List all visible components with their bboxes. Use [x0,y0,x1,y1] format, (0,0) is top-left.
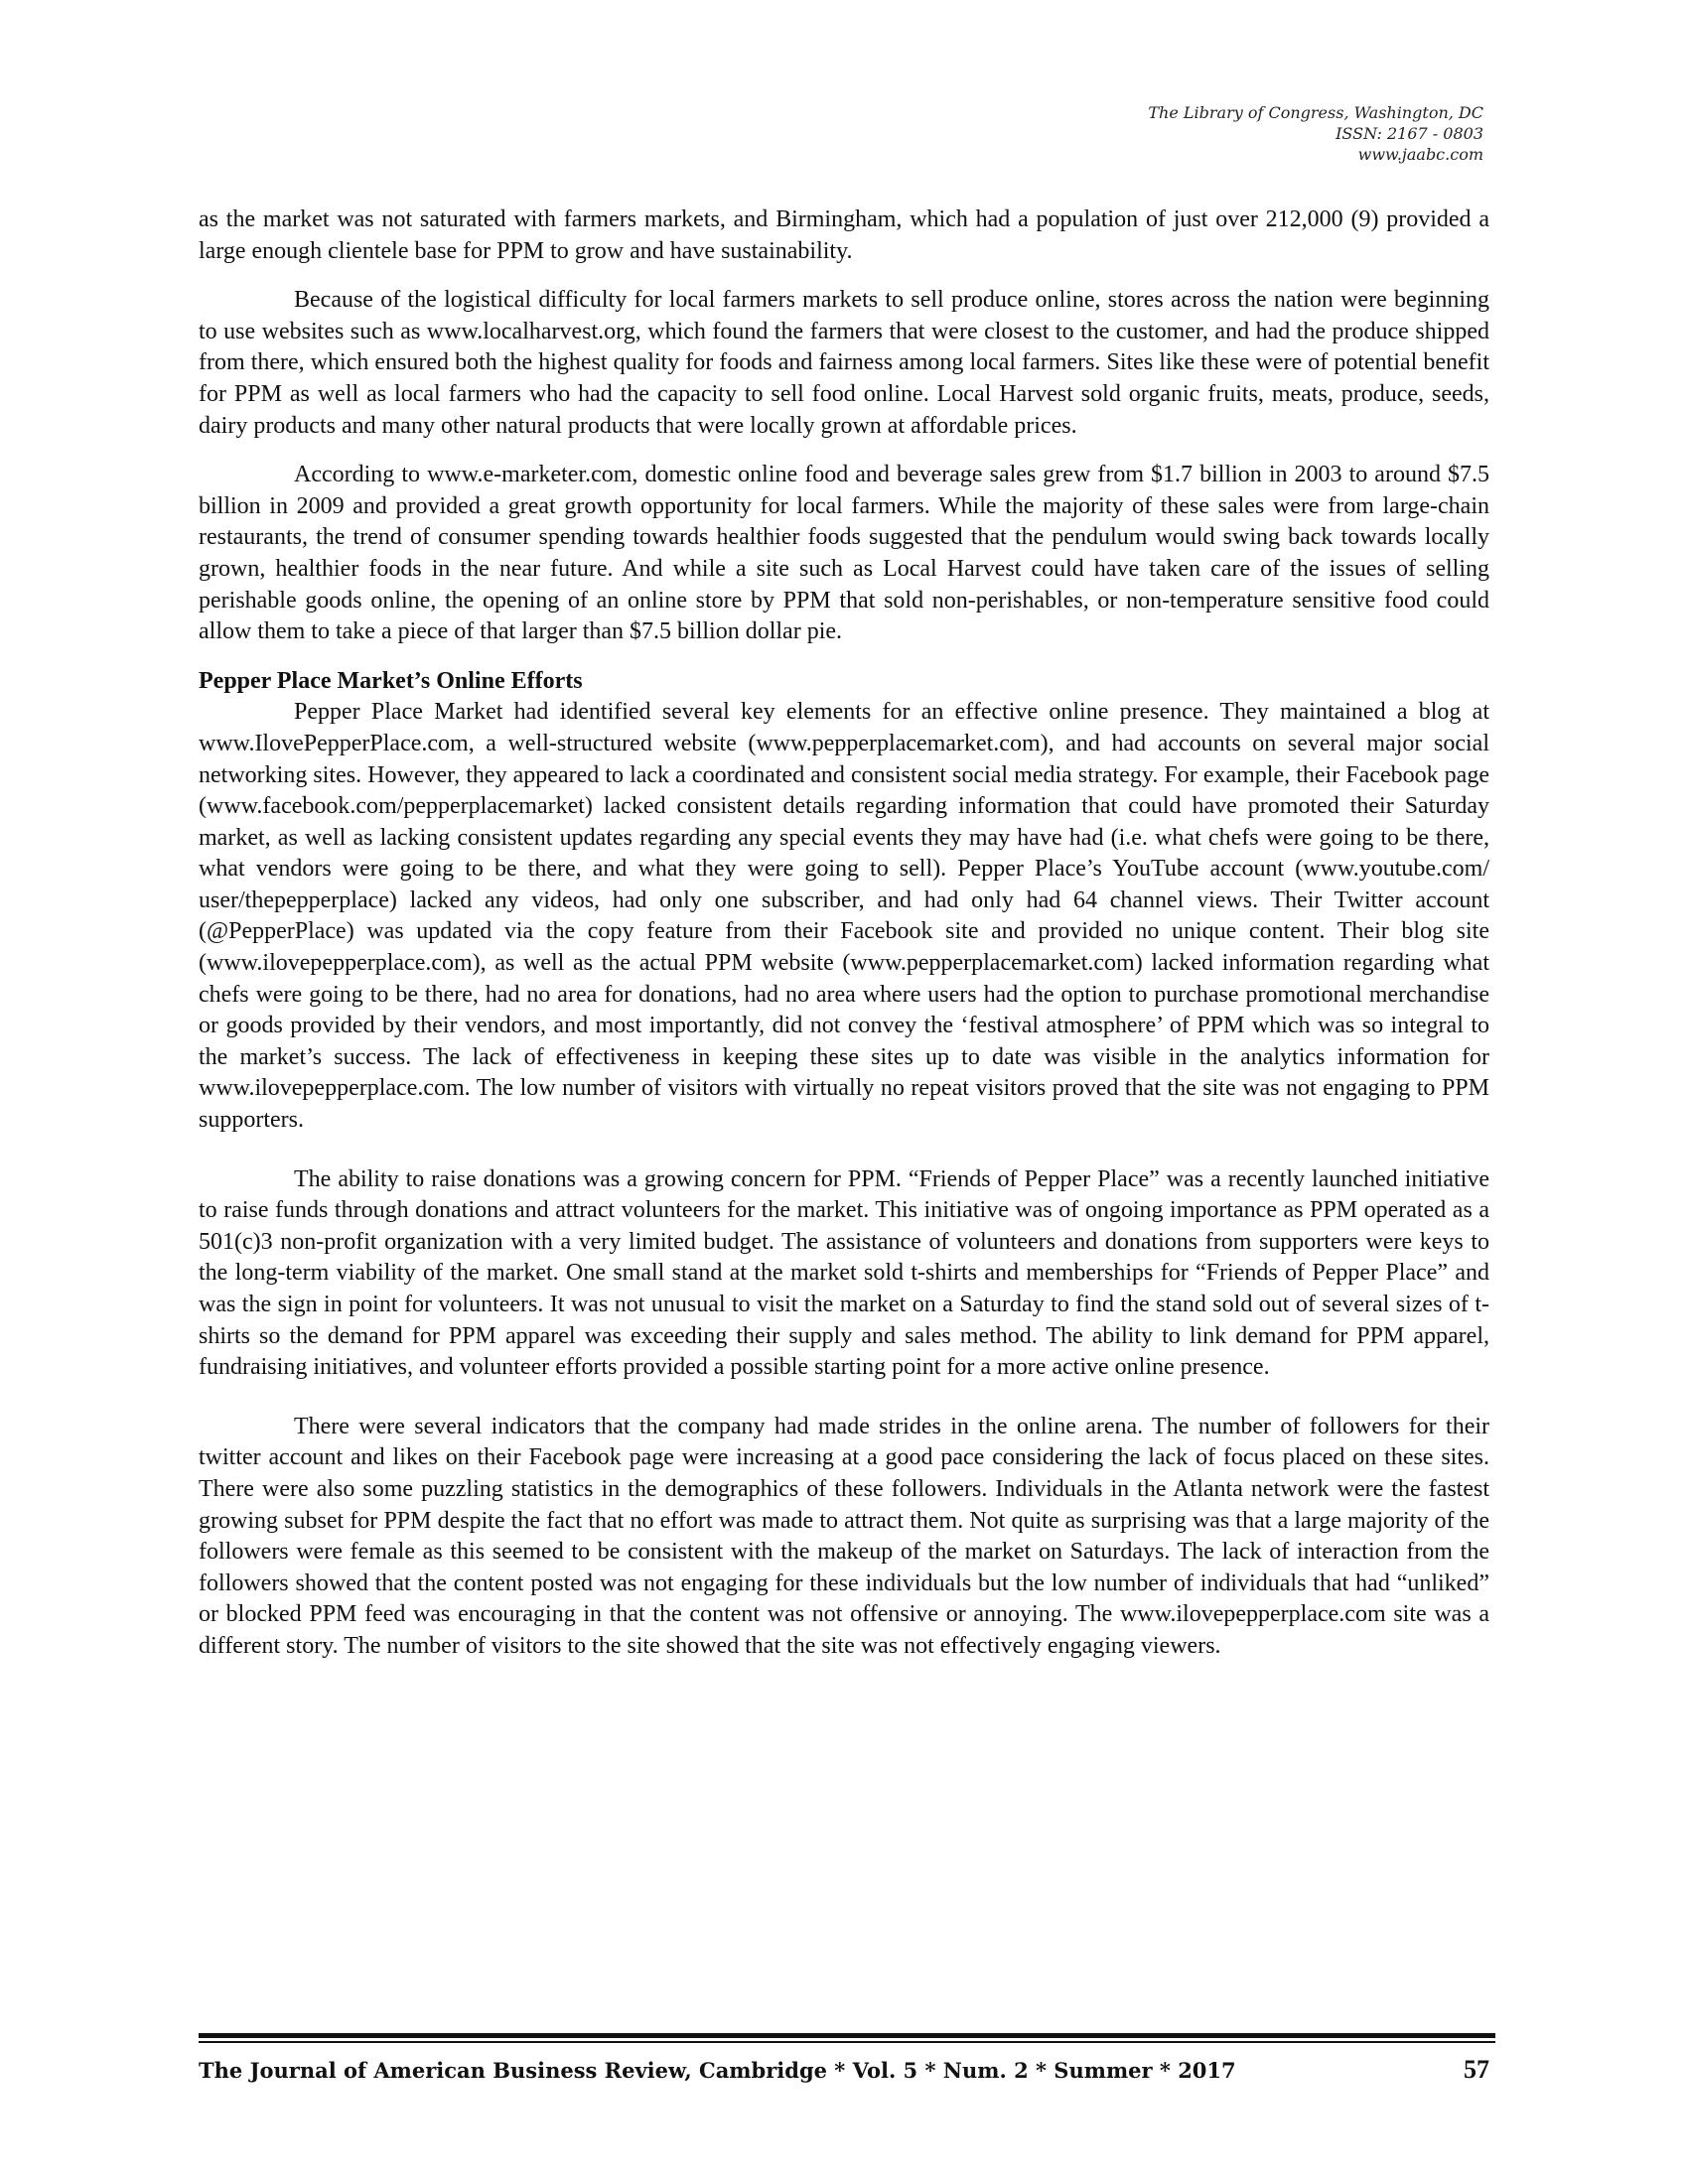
paragraph-local-harvest: Because of the logistical difficulty for local farmers markets to sell produce online, stores across the nation were beginning to use websites such as www.localharvest.org, which found the farmers that were closest to the customer, and had the produce shipped from there, which ensured both the highest quality for foods and fairness among local farmers. Sites like these were of potential benefit for PPM as well as local farmers who had the capacity to sell food online. Local Harvest sold organic fruits, meats, produce, seeds, dairy products and many other natural products that were locally grown at affordable prices. [199,287,1489,439]
header-website: www.jaabc.com [1357,145,1483,164]
header-issn: ISSN: 2167 - 0803 [1336,124,1483,143]
footer-journal-title: The Journal of American Business Review, Cambridge * Vol. 5 * Num. 2 * Summer * 2017 [199,2058,1236,2083]
footer-rule-thin [199,2041,1495,2043]
article-body [199,205,1489,1681]
paragraph-market-population: as the market was not saturated with farmers markets, and Birmingham, which had a population of just over 212,000 (9) provided a large enough clientele base for PPM to grow and have sustainability. [199,206,1489,264]
journal-header [1148,102,1483,165]
section-heading: Pepper Place Market’s Online Efforts [199,667,583,694]
header-library: The Library of Congress, Washington, DC [1148,103,1483,122]
page-number: 57 [1464,2055,1489,2084]
paragraph-online-efforts: Pepper Place Market had identified several key elements for an effective online presence. They maintained a blog at www.IlovePepperPlace.com, a well-structured website (www.pepperplacemarket.com), and had accounts on several major social networking sites. However, they appeared to lack a coordinated and consistent social media strategy. For example, their Facebook page (www.facebook.com/pepperplacemarket) lacked consistent details regarding information that could have promoted their Saturday market, as well as lacking consistent updates regarding any special events they may have had (i.e. what chefs were going to be there, what vendors were going to be there, and what they were going to sell). Pepper Place’s YouTube account (www.youtube.com/ user/thepepperplace) lacked any videos, had only one subscriber, and had only had 64 channel views. Their Twitter account (@PepperPlace) was updated via the copy feature from their Facebook site and provided no unique content. Their blog site (www.ilovepepperplace.com), as well as the actual PPM website (www.pepperplacemarket.com) lacked information regarding what chefs were going to be there, had no area for donations, had no area where users had the option to purchase promotional merchandise or goods provided by their vendors, and most importantly, did not convey the ‘festival atmosphere’ of PPM which was so integral to the market’s success. The lack of effectiveness in keeping these sites up to date was visible in the analytics information for www.ilovepepperplace.com. The low number of visitors with virtually no repeat visitors proved that the site was not engaging to PPM supporters. [199,699,1489,1134]
paragraph-online-sales: According to www.e-marketer.com, domestic online food and beverage sales grew from $1.7 billion in 2003 to around $7.5 billion in 2009 and provided a great growth opportunity for local farmers. While the majority of these sales were from large-chain restaurants, the trend of consumer spending towards healthier foods suggested that the pendulum would swing back towards locally grown, healthier foods in the near future. And while a site such as Local Harvest could have taken care of the issues of selling perishable goods online, the opening of an online store by PPM that sold non-perishables, or non-temperature sensitive food could allow them to take a piece of that larger than $7.5 billion dollar pie. [199,462,1489,645]
paragraph-indicators: There were several indicators that the company had made strides in the online arena. The number of followers for their twitter account and likes on their Facebook page were increasing at a good pace considering the lack of focus placed on these sites. There were also some puzzling statistics in the demographics of these followers. Individuals in the Atlanta network were the fastest growing subset for PPM despite the fact that no effort was made to attract them. Not quite as surprising was that a large majority of the followers were female as this seemed to be consistent with the makeup of the market on Saturdays. The lack of interaction from the followers showed that the content posted was not engaging for these individuals but the low number of individuals that had “unliked” or blocked PPM feed was encouraging in that the content was not offensive or annoying. The www.ilovepepperplace.com site was a different story. The number of visitors to the site showed that the site was not effectively engaging viewers. [199,1413,1489,1659]
paragraph-donations: The ability to raise donations was a growing concern for PPM. “Friends of Pepper Place” was a recently launched initiative to raise funds through donations and attract volunteers for the market. This initiative was of ongoing importance as PPM operated as a 501(c)3 non-profit organization with a very limited budget. The assistance of volunteers and donations from supporters were keys to the long-term viability of the market. One small stand at the market sold t-shirts and memberships for “Friends of Pepper Place” and was the sign in point for volunteers. It was not unusual to visit the market on a Saturday to find the stand sold out of several sizes of t-shirts so the demand for PPM apparel was exceeding their supply and sales method. The ability to link demand for PPM apparel, fundraising initiatives, and volunteer efforts provided a possible starting point for a more active online presence. [199,1165,1489,1381]
footer-rule [199,2033,1495,2038]
journal-footer [199,2055,1495,2085]
